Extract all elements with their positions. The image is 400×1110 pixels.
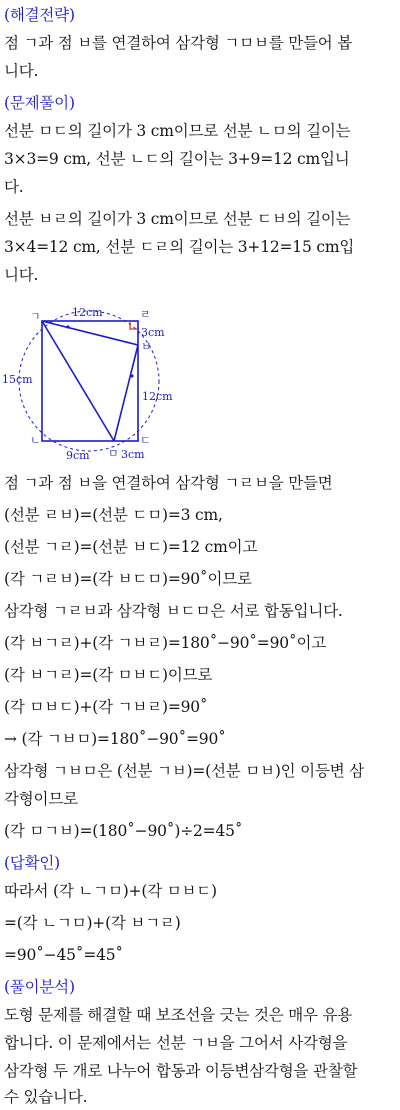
text-line: 삼각형 ㄱㅂㅁ은 (선분 ㄱㅂ)=(선분 ㅁㅂ)인 이등변 삼 bbox=[4, 762, 364, 780]
text-line: (각 ㅂㄱㄹ)=(각 ㅁㅂㄷ)이므로 bbox=[4, 666, 213, 684]
text-line: 각형이므로 bbox=[4, 790, 78, 808]
length-label-top: 12cm bbox=[72, 306, 103, 319]
section-heading: (답확인) bbox=[4, 854, 61, 872]
text-line: (각 ㅁㄱㅂ)=(180˚−90˚)÷2=45˚ bbox=[4, 822, 243, 840]
segment-g-m bbox=[42, 321, 114, 441]
text-line: 점 ㄱ과 점 ㅂ을 연결하여 삼각형 ㄱㄹㅂ을 만들면 bbox=[4, 474, 333, 492]
length-label-left: 15cm bbox=[2, 373, 33, 386]
text-line: (선분 ㄹㅂ)=(선분 ㄷㅁ)=3 cm, bbox=[4, 506, 223, 524]
angle-dot-b bbox=[130, 374, 133, 377]
text-line: (각 ㅂㄱㄹ)+(각 ㄱㅂㄹ)=180˚−90˚=90˚이고 bbox=[4, 634, 327, 652]
vertex-label-g: ㄱ bbox=[30, 310, 41, 323]
section-heading: (문제풀이) bbox=[4, 94, 75, 112]
text-line: (각 ㅁㅂㄷ)+(각 ㄱㅂㄹ)=90˚ bbox=[4, 698, 208, 716]
text-line: 니다. bbox=[4, 266, 39, 284]
vertex-label-r: ㄹ bbox=[140, 308, 151, 321]
text-line: (선분 ㄱㄹ)=(선분 ㅂㄷ)=12 cm이고 bbox=[4, 538, 258, 556]
text-line: 선분 ㅂㄹ의 길이가 3 cm이므로 선분 ㄷㅂ의 길이는 bbox=[4, 210, 351, 228]
section-heading: (해결전략) bbox=[4, 6, 75, 24]
text-line: 수 있습니다. bbox=[4, 1088, 88, 1106]
text-line: 삼각형 두 개로 나누어 합동과 이등변삼각형을 관찰할 bbox=[4, 1062, 358, 1080]
text-line: 따라서 (각 ㄴㄱㅁ)+(각 ㅁㅂㄷ) bbox=[4, 882, 217, 900]
text-line: (각 ㄱㄹㅂ)=(각 ㅂㄷㅁ)=90˚이므로 bbox=[4, 570, 252, 588]
text-line: 3×4=12 cm, 선분 ㄷㄹ의 길이는 3+12=15 cm입 bbox=[4, 238, 355, 256]
text-line: 니다. bbox=[4, 62, 39, 80]
text-line: → (각 ㄱㅂㅁ)=180˚−90˚=90˚ bbox=[4, 730, 226, 748]
text-line: 3×3=9 cm, 선분 ㄴㄷ의 길이는 3+9=12 cm입니 bbox=[4, 150, 350, 168]
text-line: 점 ㄱ과 점 ㅂ를 연결하여 삼각형 ㄱㅁㅂ를 만들어 봅 bbox=[4, 34, 353, 52]
length-label-right-mid: 12cm bbox=[142, 390, 173, 403]
vertex-label-b: ㅂ bbox=[141, 340, 152, 353]
text-line: =90˚−45˚=45˚ bbox=[4, 946, 123, 964]
length-label-bottom-left: 9cm bbox=[66, 449, 90, 462]
length-label-bottom-right: 3cm bbox=[121, 448, 145, 461]
segment-g-b bbox=[42, 321, 138, 345]
segment-b-m bbox=[114, 345, 138, 441]
text-line: 합니다. 이 문제에서는 선분 ㄱㅂ을 그어서 사각형을 bbox=[4, 1034, 348, 1052]
section-heading: (풀이분석) bbox=[4, 978, 75, 996]
vertex-label-d: ㄷ bbox=[140, 434, 151, 447]
rectangle-gnd-r bbox=[42, 321, 138, 441]
vertex-label-n: ㄴ bbox=[30, 434, 41, 447]
text-line: 도형 문제를 해결할 때 보조선을 긋는 것은 매우 유용 bbox=[4, 1006, 353, 1024]
text-line: =(각 ㄴㄱㅁ)+(각 ㅂㄱㄹ) bbox=[4, 914, 181, 932]
text-line: 선분 ㅁㄷ의 길이가 3 cm이므로 선분 ㄴㅁ의 길이는 bbox=[4, 122, 351, 140]
length-label-right-top: 3cm bbox=[141, 326, 165, 339]
text-line: 삼각형 ㄱㄹㅂ과 삼각형 ㅂㄷㅁ은 서로 합동입니다. bbox=[4, 602, 343, 620]
vertex-label-m: ㅁ bbox=[108, 447, 119, 460]
angle-dot-g bbox=[66, 325, 69, 328]
geometry-figure bbox=[0, 302, 200, 462]
text-line: 다. bbox=[4, 178, 24, 196]
